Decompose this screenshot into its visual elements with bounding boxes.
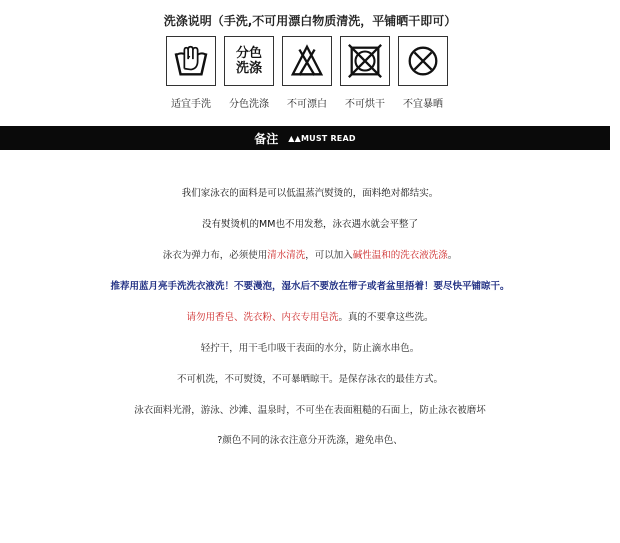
- note-line-6: 轻拧干，用干毛巾吸干表面的水分，防止滴水串色。: [200, 343, 420, 354]
- notes-header-bar: [0, 126, 610, 150]
- no-bleach-icon: [288, 42, 326, 80]
- care-icon-separate-wash: [223, 36, 275, 110]
- note-line-2: 没有熨烫机的MM也不用发愁，泳衣遇水就会平整了: [202, 219, 418, 230]
- notes-title: 备注: [254, 131, 279, 146]
- note-line-9: ?颜色不同的泳衣注意分开洗涤，避免串色、: [217, 435, 403, 446]
- note-line-5: 请勿用香皂、洗衣粉、内衣专用皂洗。真的不要拿这些洗。: [186, 312, 434, 323]
- icon-label-no-tumble-dry: 不可烘干: [345, 99, 385, 110]
- separate-wash-text-line1: 分色: [235, 46, 262, 61]
- warning-no-soap: 请勿用香皂、洗衣粉、内衣专用皂洗: [186, 312, 339, 323]
- no-sun-dry-icon: [404, 42, 442, 80]
- separate-wash-text-line2: 洗涤: [235, 61, 262, 76]
- care-icon-hand-wash: [165, 36, 217, 110]
- highlight-mild-detergent: 碱性温和的洗衣液洗涤: [352, 250, 448, 261]
- care-icon-no-bleach: [281, 36, 333, 110]
- hand-wash-icon: [172, 42, 210, 80]
- note-line-4: 推荐用蓝月亮手洗洗衣液洗！不要漫泡，湿水后不要放在带子或者盆里捂着！要尽快平铺晾干。: [110, 281, 510, 292]
- icon-label-no-bleach: 不可漂白: [287, 99, 327, 110]
- note-line-3: 泳衣为弹力布，必须使用清水清洗，可以加入碱性温和的洗衣液洗涤。: [162, 250, 458, 261]
- icon-label-no-sun-dry: 不宜暴晒: [403, 99, 443, 110]
- note-line-1: 我们家泳衣的面料是可以低温蒸汽熨烫的，面料绝对都结实。: [181, 188, 439, 199]
- care-icon-no-tumble-dry: [339, 36, 391, 110]
- care-icons-row: [165, 36, 449, 110]
- highlight-clean-water: 清水清洗: [267, 250, 306, 261]
- icon-label-hand-wash: 适宜手洗: [171, 99, 211, 110]
- must-read-label: ▲▲MUST READ: [288, 133, 356, 143]
- separate-wash-icon: [224, 36, 274, 86]
- care-instructions-title: 洗涤说明（手洗,不可用漂白物质清洗，平铺晒干即可）: [163, 14, 457, 28]
- care-icon-no-sun-dry: [397, 36, 449, 110]
- icon-label-separate-wash: 分色洗涤: [229, 99, 269, 110]
- note-line-8: 泳衣面料光滑，游泳、沙滩、温泉时，不可坐在表面粗糙的石面上，防止泳衣被磨坏: [134, 405, 486, 416]
- note-line-7: 不可机洗，不可熨烫，不可暴晒晾干。是保存泳衣的最佳方式。: [176, 374, 443, 385]
- no-tumble-dry-icon: [346, 42, 384, 80]
